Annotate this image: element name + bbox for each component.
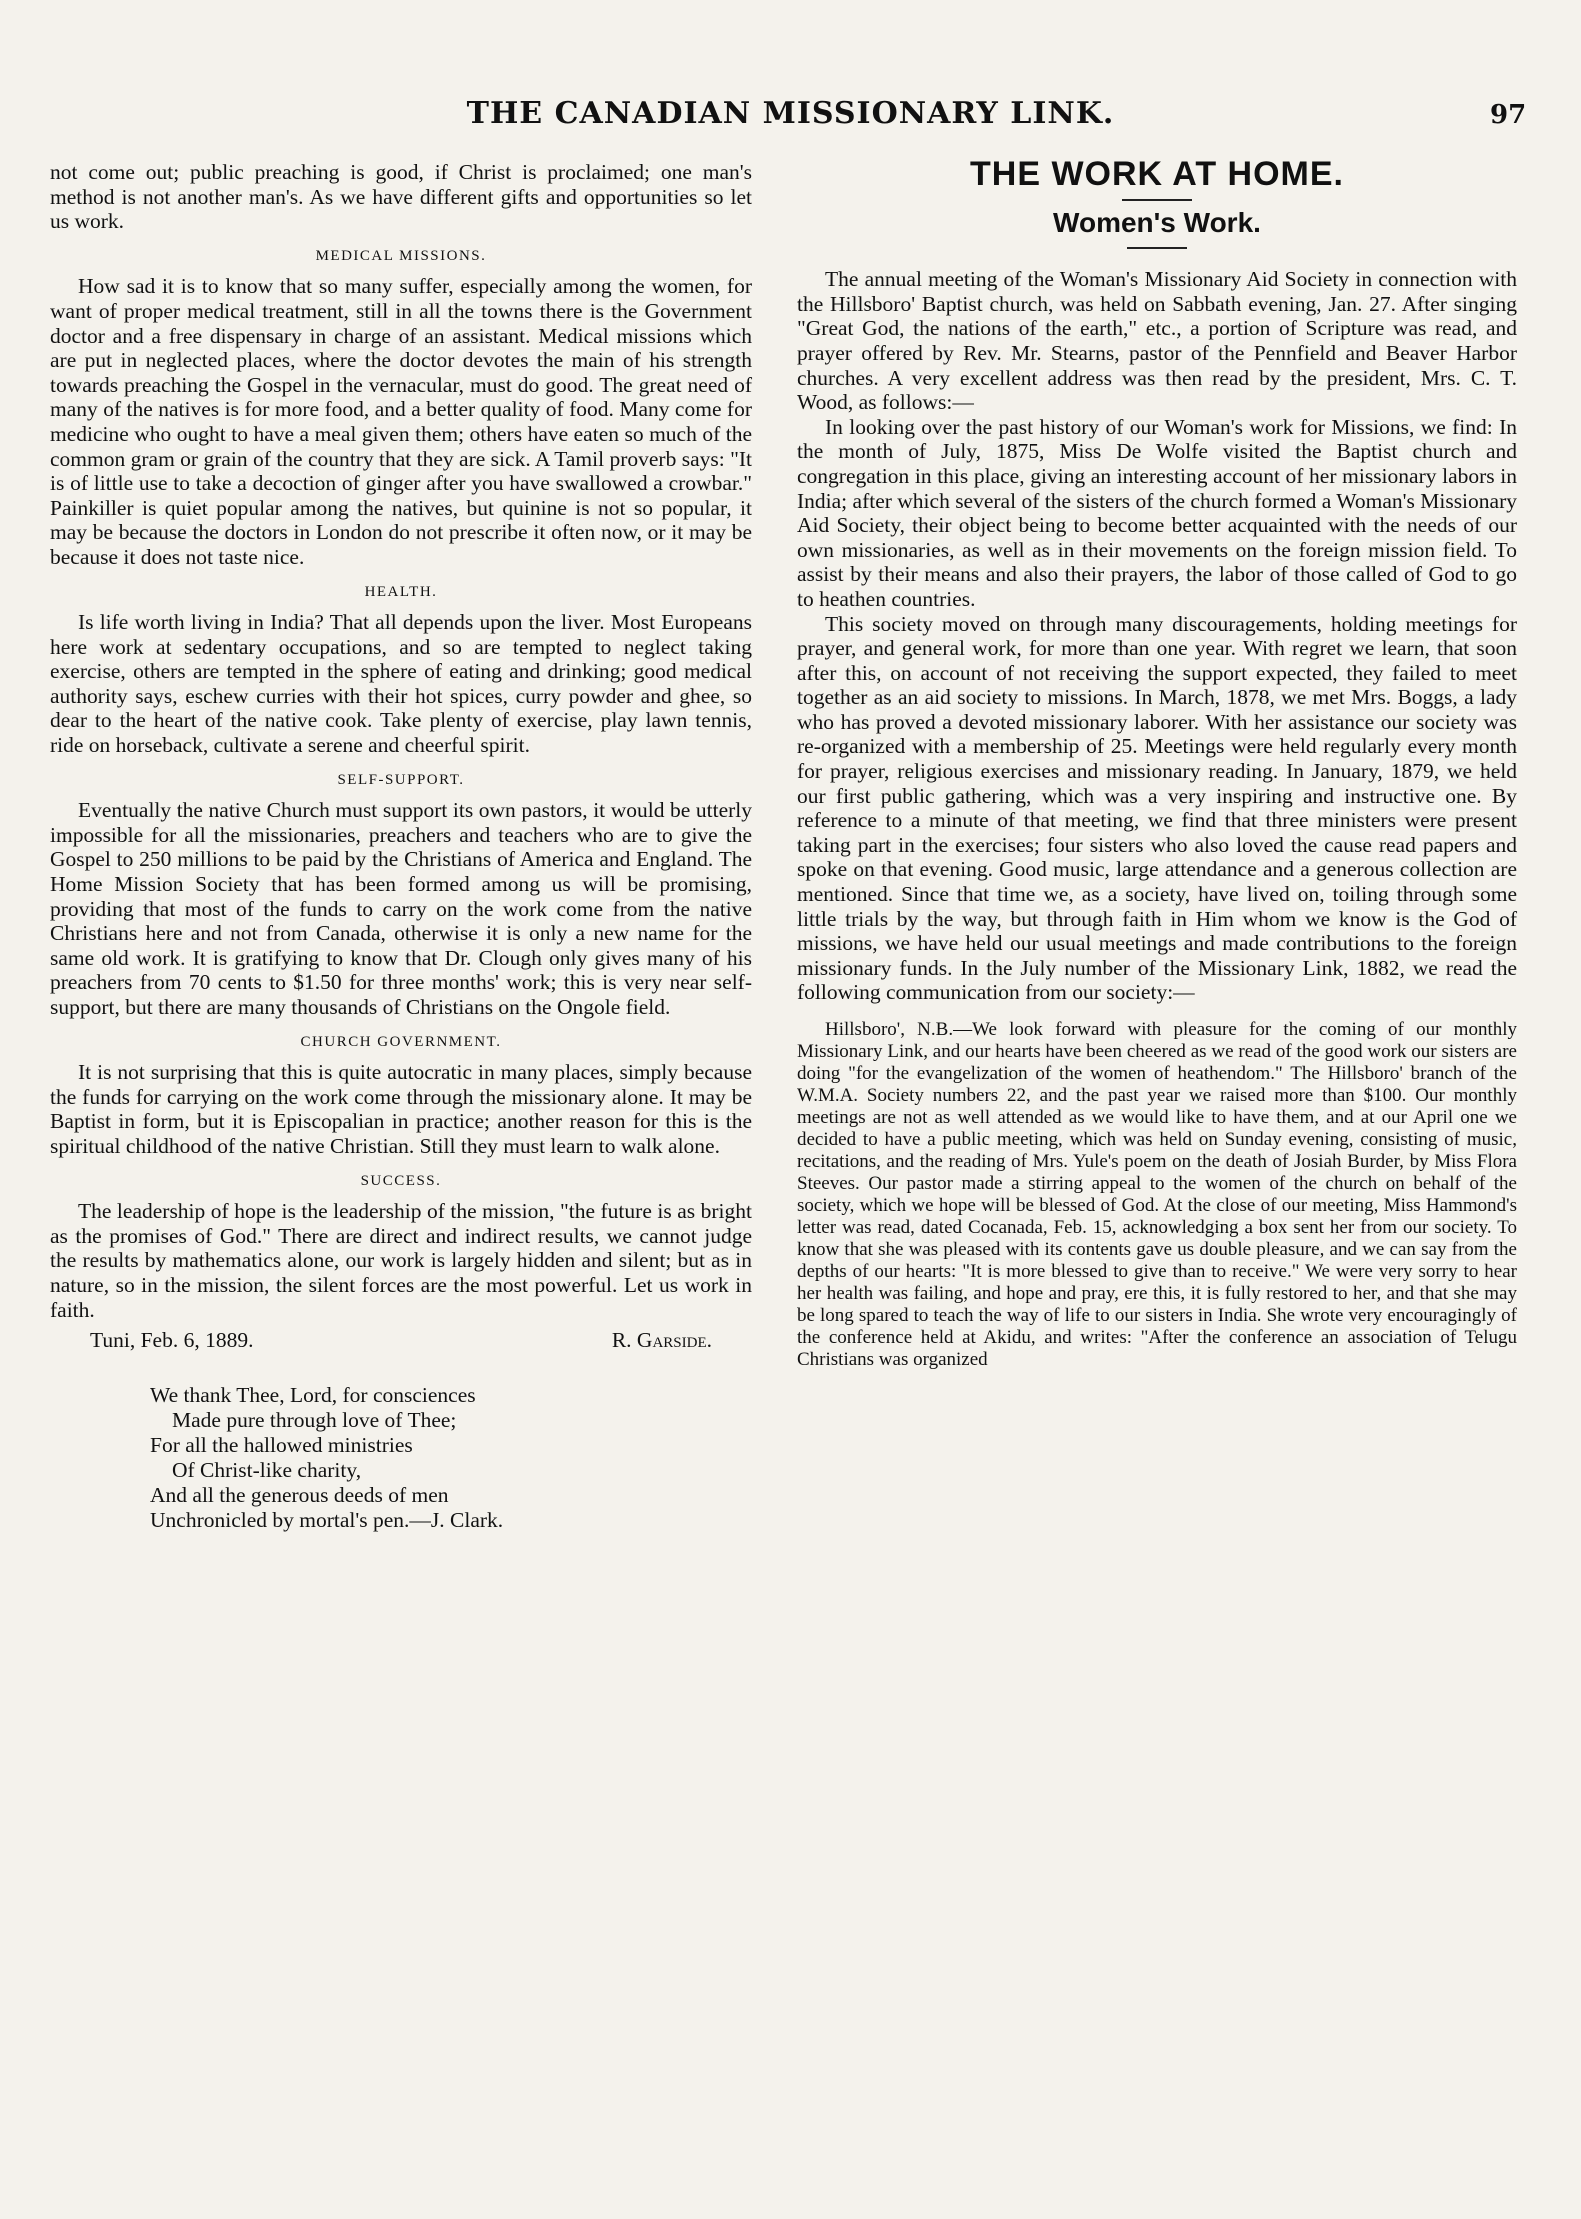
subtitle-rule (1127, 247, 1187, 249)
poem-line: Of Christ-like charity, (172, 1457, 362, 1482)
poem-line: We thank Thee, Lord, for consciences (150, 1382, 476, 1407)
section-heading-medical-missions: MEDICAL MISSIONS. (315, 247, 487, 264)
section-text-health: Is life worth living in India? That all depends upon the liver. Most Europeans here work at sedentary occupations, and so are tempted to neglect taking exercise, others are tempted in the sphere of eating and drinking; good medical authority says, eschew curries with their hot spices, curry powder and ghee, so dear to the heart of the native cook. Take plenty of exercise, play lawn tennis, ride on horseback, cultivate a serene and cheerful spirit. (50, 610, 752, 758)
poem (150, 1383, 752, 1533)
body-paragraph: The annual meeting of the Woman's Missionary Aid Society in connection with the Hillsboro' Baptist church, was held on Sabbath evening, Jan. 27. After singing "Great God, the nations of the earth," etc., a portion of Scripture was read, and prayer offered by Rev. Mr. Stearns, pastor of the Pennfield and Beaver Harbor churches. A very excellent address was then read by the president, Mrs. C. T. Wood, as follows:— (797, 267, 1517, 415)
opening-paragraph: not come out; public preaching is good, if Christ is proclaimed; one man's method is not another man's. As we have different gifts and opportunities so let us work. (50, 160, 752, 234)
poem-line: Made pure through love of Thee; (172, 1407, 457, 1432)
running-title: THE CANADIAN MISSIONARY LINK. (466, 96, 1115, 131)
section-heading-success: SUCCESS. (360, 1172, 442, 1189)
section-text-success: The leadership of hope is the leadership of the mission, "the future is as bright as the promises of God." There are direct and indirect results, we cannot judge the results by mathematics alone, our work is largely hidden and silent; but as in nature, so in the mission, the silent forces are the most powerful. Let us work in faith. (50, 1199, 752, 1322)
body-paragraph: This society moved on through many discouragements, holding meetings for prayer, and general work, for more than one year. With regret we learn, that soon after this, on account of not receiving the support expected, they failed to meet together as an aid society to missions. In March, 1878, we met Mrs. Boggs, a lady who has proved a devoted missionary laborer. With her assistance our society was re-organized with a membership of 25. Meetings were held regularly every month for prayer, religious exercises and missionary reading. In January, 1879, we held our first public gathering, which was a very inspiring and instructive one. By reference to a minute of that meeting, we find that three ministers were present taking part in the exercises; four sisters who also loved the cause read papers and spoke on that evening. Good music, large attendance and a generous collection are mentioned. Since that time we, as a society, have lived on, toiling through some little trials by the way, but through faith in Him whom we know is the God of missions, we have held our usual meetings and made contributions to the foreign missionary funds. In the July number of the Missionary Link, 1882, we read the following communication from our society:— (797, 611, 1517, 1005)
place-date: Tuni, Feb. 6, 1889. (90, 1328, 254, 1353)
section-text-church-government: It is not surprising that this is quite autocratic in many places, simply because the funds for carrying on the work come through the missionary alone. It may be Baptist in form, but it is Episcopalian in practice; another reason for this is the spiritual childhood of the native Christian. Still they must learn to walk alone. (50, 1060, 752, 1158)
body-paragraph: In looking over the past history of our Woman's work for Missions, we find: In the month of July, 1875, Miss De Wolfe visited the Baptist church and congregation in this place, giving an interesting account of her missionary labors in India; after which several of the sisters of the church formed a Woman's Missionary Aid Society, their object being to become better acquainted with the needs of our own missionaries, as well as in their movements on the foreign mission field. To assist by their means and also their prayers, the labor of those called of God to go to heathen countries. (797, 414, 1517, 611)
signature-line (50, 1322, 752, 1353)
section-text-self-support: Eventually the native Church must support its own pastors, it would be utterly impossible for all the missionaries, preachers and teachers who are to give the Gospel to 250 millions to be paid by the Christians of America and England. The Home Mission Society that has been formed among us will be promising, providing that most of the funds to carry on the work come from the native Christians here and not from Canada, otherwise it is only a new name for the same old work. It is gratifying to know that Dr. Clough only gives many of his preachers from 70 cents to $1.50 for three months' work; this is very near self-support, but there are many thousands of Christians on the Ongole field. (50, 798, 752, 1019)
author-name: R. Garside. (611, 1328, 712, 1353)
section-title: THE WORK AT HOME. (970, 155, 1344, 193)
page-number: 97 (1490, 100, 1527, 130)
section-heading-church-government: CHURCH GOVERNMENT. (300, 1033, 502, 1050)
left-column (50, 160, 752, 1533)
quoted-letter: Hillsboro', N.B.—We look forward with pleasure for the coming of our monthly Missionary Link, and our hearts have been cheered as we read of the good work our sisters are doing "for the evangelization of the women of heathendom." The Hillsboro' branch of the W.M.A. Society numbers 22, and the past year we raised more than $100. Our monthly meetings are not as well attended as we would like to have them, and at our April one we decided to have a public meeting, which was held on Sunday evening, consisting of music, recitations, and the reading of Mrs. Yule's poem on the death of Josiah Burder, by Miss Flora Steeves. Our pastor made a stirring appeal to the women of the church on behalf of the society, which we hope will be blessed of God. At the close of our meeting, Miss Hammond's letter was read, dated Cocanada, Feb. 15, acknowledging a box sent her from our society. To know that she was pleased with its contents gave us double pleasure, and we can say from the depths of our hearts: "It is more blessed to give than to receive." We were very sorry to hear her health was failing, and hope and pray, ere this, it is fully restored to her, and that she may be long spared to teach the way of life to our sisters in India. She wrote very encouragingly of the conference held at Akidu, and writes: "After the conference an association of Telugu Christians was organized (797, 1019, 1517, 1370)
poem-line: For all the hallowed ministries (150, 1432, 413, 1457)
section-text-medical-missions: How sad it is to know that so many suffer, especially among the women, for want of proper medical treatment, still in all the towns there is the Government doctor and a free dispensary in charge of an assistant. Medical missions which are put in neglected places, where the doctor devotes the main of his strength towards preaching the Gospel in the vernacular, must do good. The great need of many of the natives is for more food, and a better quality of food. Many come for medicine who ought to have a meal given them; others have eaten so much of the common gram or grain of the country that they are sick. A Tamil proverb says: "It is of little use to take a decoction of ginger after you have swallowed a crowbar." Painkiller is quiet popular among the natives, but quinine is not so popular, it may be because the doctors in London do not prescribe it often now, or it may be because it does not taste nice. (50, 274, 752, 569)
title-rule (1122, 199, 1192, 201)
section-subtitle: Women's Work. (1053, 206, 1261, 238)
poem-line: Unchronicled by mortal's pen.—J. Clark. (150, 1507, 504, 1532)
poem-line: And all the generous deeds of men (150, 1482, 449, 1507)
right-column (797, 155, 1517, 1371)
section-heading-health: HEALTH. (364, 583, 438, 600)
section-heading-self-support: SELF-SUPPORT. (337, 771, 465, 788)
